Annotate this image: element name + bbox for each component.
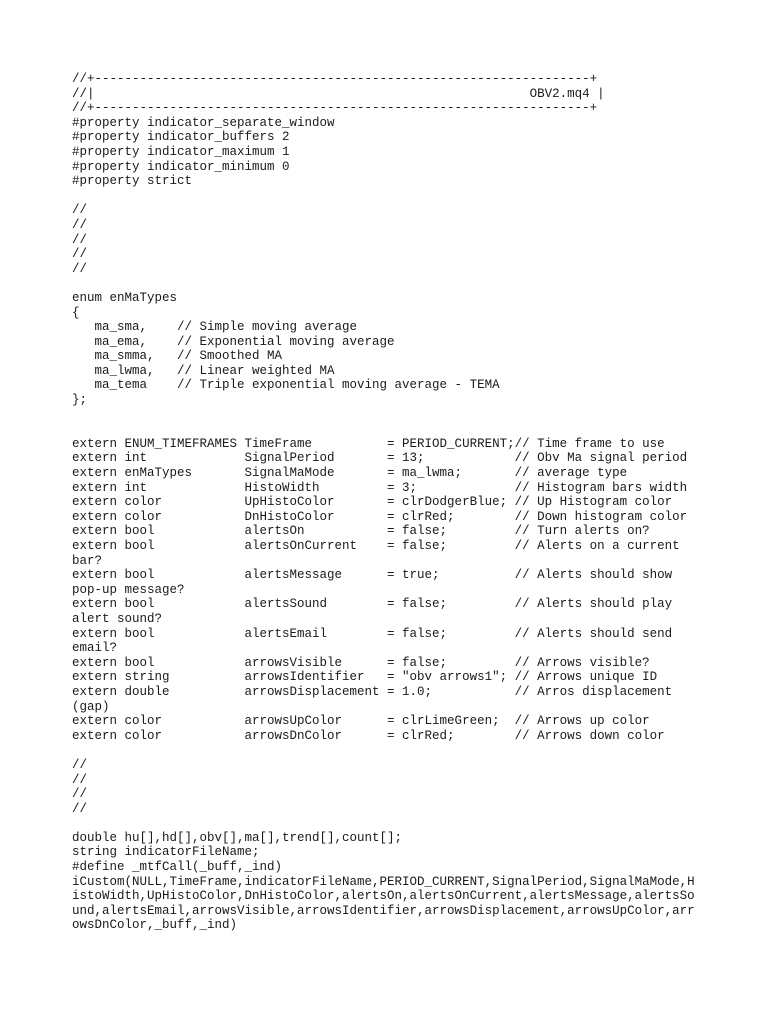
code-line: //+------------------------------------------------------------------+ xyxy=(72,72,598,86)
code-line: // xyxy=(72,261,88,276)
code-line: und,alertsEmail,arrowsVisible,arrowsIdentifier,arrowsDisplacement,arrowsUpColor,arr xyxy=(72,903,695,918)
code-line xyxy=(72,189,712,204)
code-line: // xyxy=(72,203,88,218)
code-line: // xyxy=(72,801,88,816)
code-line: email? xyxy=(72,641,118,656)
code-line: ma_ema, // Exponential moving average xyxy=(72,334,395,349)
code-line: extern bool alertsSound = false; // Alerts should play xyxy=(72,597,673,612)
code-line: { xyxy=(72,305,80,320)
code-line: #define _mtfCall(_buff,_ind) xyxy=(72,860,283,875)
code-line xyxy=(72,816,712,831)
code-line xyxy=(72,743,712,758)
code-line: istoWidth,UpHistoColor,DnHistoColor,alertsOn,alertsOnCurrent,alertsMessage,alertsSo xyxy=(72,889,695,904)
code-line: extern bool alertsOn = false; // Turn alerts on? xyxy=(72,524,650,539)
code-line: extern enMaTypes SignalMaMode = ma_lwma; // average type xyxy=(72,466,628,481)
code-line: extern double arrowsDisplacement = 1.0; // Arros displacement xyxy=(72,684,673,699)
code-line: //+------------------------------------------------------------------+ xyxy=(72,101,598,116)
code-line: extern bool alertsMessage = true; // Alerts should show xyxy=(72,568,673,583)
code-line: ma_tema // Triple exponential moving average - TEMA xyxy=(72,378,500,393)
code-line: extern ENUM_TIMEFRAMES TimeFrame = PERIOD_CURRENT;// Time frame to use xyxy=(72,436,665,451)
code-line: extern color DnHistoColor = clrRed; // Down histogram color xyxy=(72,509,688,524)
code-line xyxy=(72,276,712,291)
code-line: extern bool arrowsVisible = false; // Arrows visible? xyxy=(72,655,650,670)
code-line: // xyxy=(72,787,88,802)
code-line: // xyxy=(72,757,88,772)
code-line: #property indicator_minimum 0 xyxy=(72,159,290,174)
code-line: ma_smma, // Smoothed MA xyxy=(72,349,283,364)
code-line: extern color arrowsDnColor = clrRed; // Arrows down color xyxy=(72,728,665,743)
code-line: extern int SignalPeriod = 13; // Obv Ma signal period xyxy=(72,451,688,466)
code-block xyxy=(72,72,712,933)
code-line: double hu[],hd[],obv[],ma[],trend[],count[]; xyxy=(72,830,403,845)
code-line: (gap) xyxy=(72,699,110,714)
code-line: extern bool alertsEmail = false; // Alerts should send xyxy=(72,626,673,641)
document-page xyxy=(72,72,712,933)
code-line: iCustom(NULL,TimeFrame,indicatorFileName,PERIOD_CURRENT,SignalPeriod,SignalMaMode,H xyxy=(72,874,695,889)
code-line: ma_sma, // Simple moving average xyxy=(72,320,358,335)
code-line xyxy=(72,408,712,423)
code-line: owsDnColor,_buff,_ind) xyxy=(72,918,238,933)
code-line: extern int HistoWidth = 3; // Histogram bars width xyxy=(72,480,688,495)
code-line: // xyxy=(72,217,88,232)
code-line: extern color UpHistoColor = clrDodgerBlue; // Up Histogram color xyxy=(72,495,673,510)
code-line: pop-up message? xyxy=(72,582,185,597)
code-line: #property indicator_separate_window xyxy=(72,115,335,130)
code-line: // xyxy=(72,247,88,262)
code-line: string indicatorFileName; xyxy=(72,845,260,860)
code-line: enum enMaTypes xyxy=(72,290,178,305)
code-line: bar? xyxy=(72,553,103,568)
code-line: alert sound? xyxy=(72,611,163,626)
code-line: #property indicator_buffers 2 xyxy=(72,130,290,145)
code-line: extern string arrowsIdentifier = "obv arrows1"; // Arrows unique ID xyxy=(72,670,658,685)
code-line: extern color arrowsUpColor = clrLimeGreen; // Arrows up color xyxy=(72,714,650,729)
code-line: ma_lwma, // Linear weighted MA xyxy=(72,363,335,378)
code-line: // xyxy=(72,772,88,787)
code-line xyxy=(72,422,712,437)
code-line: }; xyxy=(72,393,88,408)
code-line: #property indicator_maximum 1 xyxy=(72,144,290,159)
code-line: // xyxy=(72,232,88,247)
code-line: extern bool alertsOnCurrent = false; // Alerts on a current xyxy=(72,539,680,553)
code-line: //| OBV2.mq4 | xyxy=(72,86,605,101)
code-line: #property strict xyxy=(72,174,193,189)
